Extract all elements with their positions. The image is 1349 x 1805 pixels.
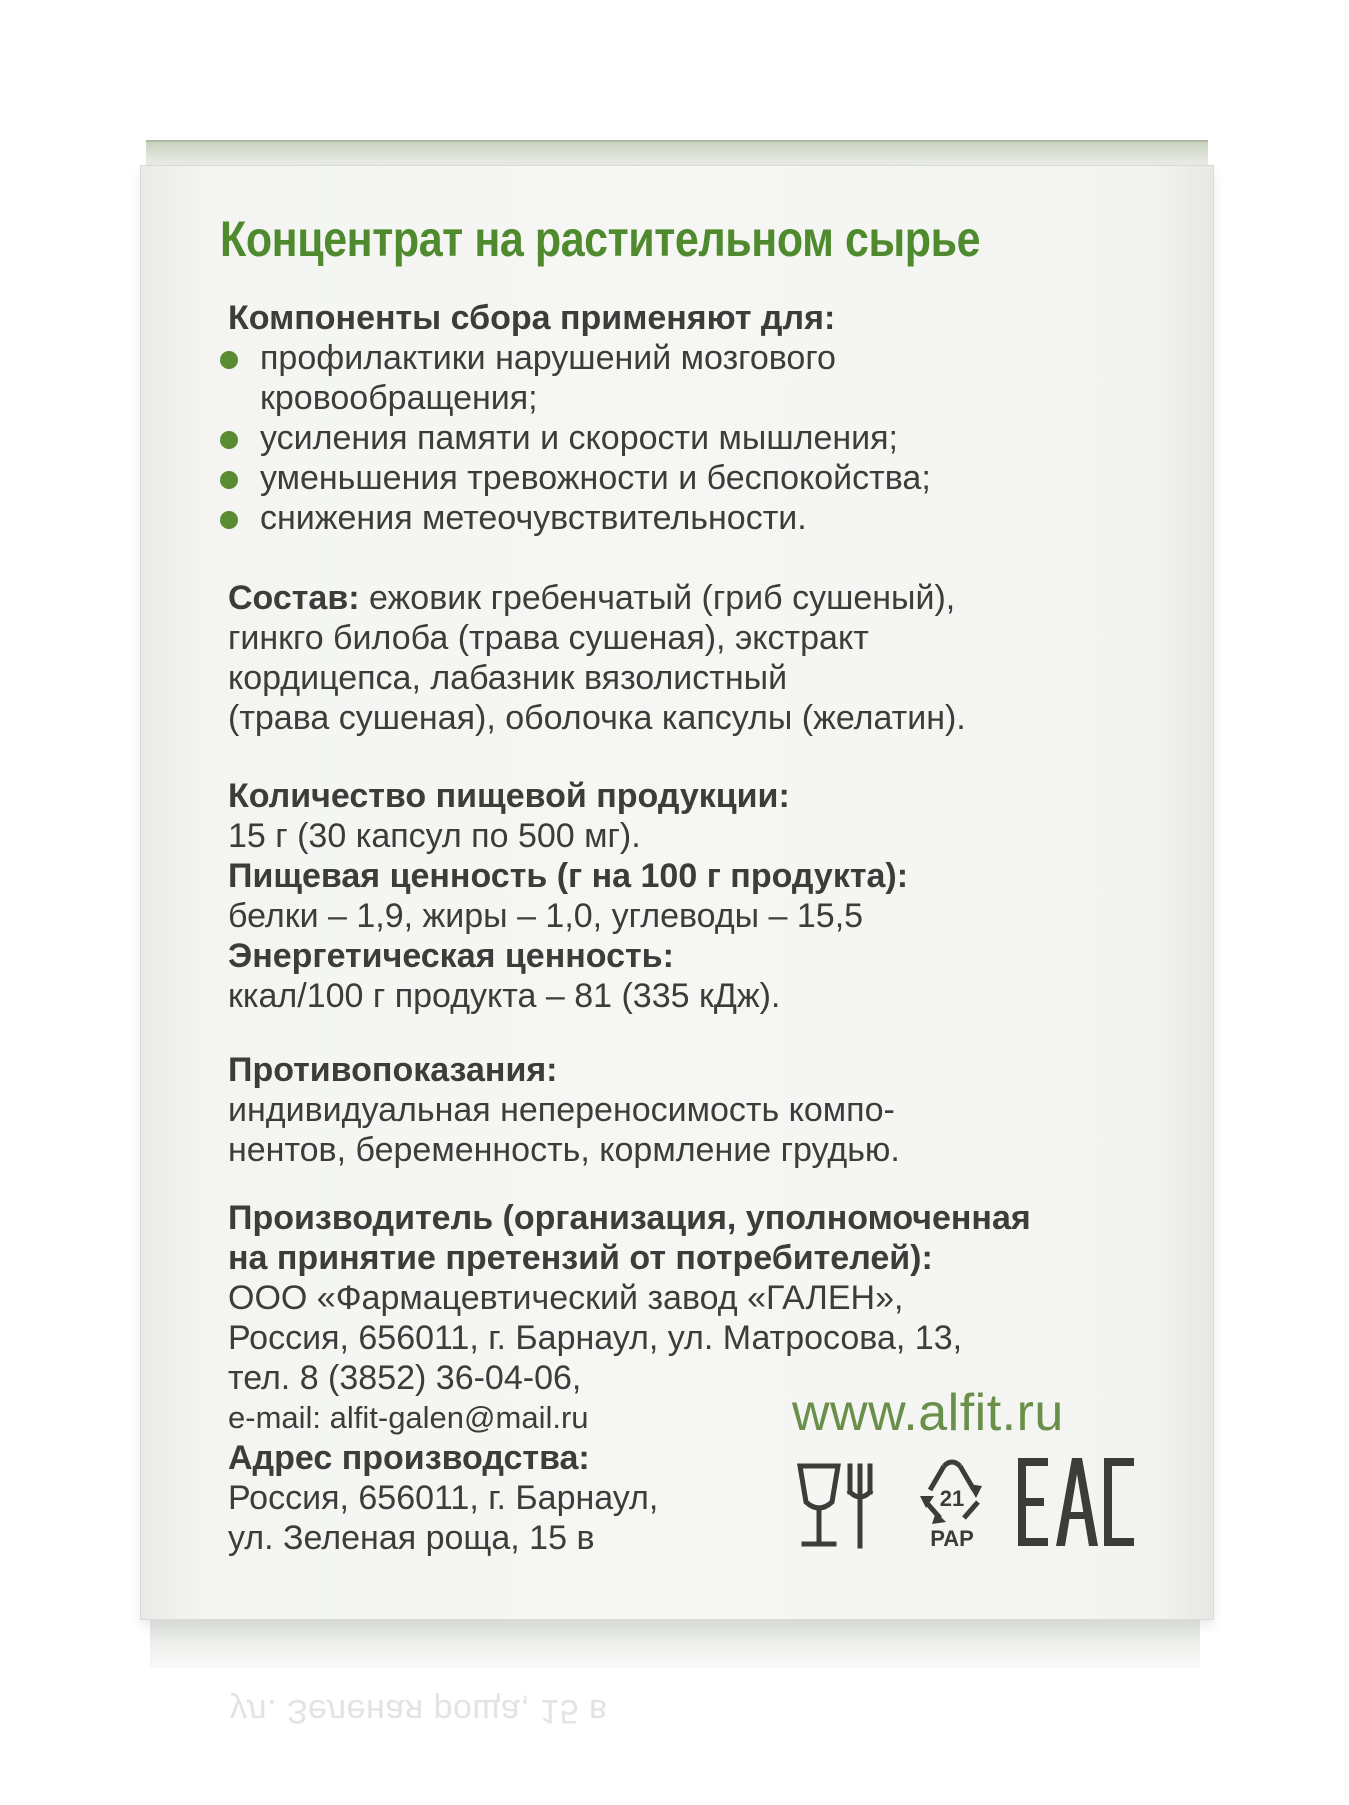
box-bottom-edge — [150, 1620, 1200, 1668]
nutrition-section — [228, 776, 908, 1016]
manufacturer-line: тел. 8 (3852) 36-04-06, — [228, 1359, 582, 1397]
quantity-value: 15 г (30 капсул по 500 мг). — [228, 817, 641, 855]
composition-label: Состав: — [228, 579, 360, 617]
production-address-line: Россия, 656011, г. Барнаул, — [228, 1479, 659, 1517]
composition-line — [228, 578, 966, 618]
food-contact-icon — [794, 1462, 876, 1550]
list-item — [220, 338, 931, 418]
manufacturer-line: Россия, 656011, г. Барнаул, ул. Матросова, 13, — [228, 1319, 963, 1357]
manufacturer-email: e-mail: alfit-galen@mail.ru — [228, 1400, 589, 1435]
composition-line: (трава сушеная), оболочка капсулы (желатин). — [228, 699, 966, 737]
contraindications-section — [228, 1050, 900, 1170]
indications-section — [228, 298, 939, 538]
product-title: Концентрат на растительном сырье — [220, 211, 981, 267]
website-url: www.alfit.ru — [792, 1384, 1064, 1442]
list-item-line: профилактики нарушений мозгового — [260, 339, 836, 377]
manufacturer-line: ООО «Фармацевтический завод «ГАЛЕН», — [228, 1279, 904, 1317]
nutrition-value-label: Пищевая ценность (г на 100 г продукта): — [228, 857, 909, 895]
composition-line: гинкго билоба (трава сушеная), экстракт — [228, 619, 869, 657]
list-item — [220, 418, 931, 458]
production-address-label: Адрес производства: — [228, 1439, 590, 1477]
bullet-icon — [220, 351, 238, 369]
bullet-icon — [220, 471, 238, 489]
list-item-line: кровообращения; — [260, 379, 538, 417]
manufacturer-label: на принятие претензий от потребителей): — [228, 1239, 933, 1277]
recycle-number: 21 — [939, 1486, 965, 1511]
list-item-line: снижения метеочувствительности. — [260, 499, 807, 537]
manufacturer-label: Производитель (организация, уполномоченная — [228, 1199, 1031, 1237]
composition-line: кордицепса, лабазник вязолистный — [228, 659, 788, 697]
composition-section — [228, 578, 966, 738]
energy-label: Энергетическая ценность: — [228, 937, 674, 975]
eac-mark-icon — [1016, 1456, 1138, 1550]
list-item — [220, 498, 931, 538]
surface-reflection: ул. Зеленая роща, 15 в — [230, 1692, 608, 1730]
indications-heading: Компоненты сбора применяют для: — [228, 299, 836, 337]
indications-list — [228, 338, 939, 538]
contraindications-label: Противопоказания: — [228, 1051, 558, 1089]
recycle-icon — [906, 1456, 998, 1552]
nutrition-value-text: белки – 1,9, жиры – 1,0, углеводы – 15,5 — [228, 897, 864, 935]
bullet-icon — [220, 431, 238, 449]
energy-value: ккал/100 г продукта – 81 (335 кДж). — [228, 977, 781, 1015]
recycle-code: PAP — [930, 1526, 974, 1551]
eac-text: EAC — [1016, 1456, 1019, 1457]
quantity-label: Количество пищевой продукции: — [228, 777, 790, 815]
list-item — [220, 458, 931, 498]
contraindications-line: нентов, беременность, кормление грудью. — [228, 1131, 900, 1169]
contraindications-line: индивидуальная непереносимость компо- — [228, 1091, 895, 1129]
production-address-line: ул. Зеленая роща, 15 в — [228, 1519, 595, 1557]
list-item-line: уменьшения тревожности и беспокойства; — [260, 459, 931, 497]
list-item-line: усиления памяти и скорости мышления; — [260, 419, 898, 457]
composition-text: ежовик гребенчатый (гриб сушеный), — [359, 579, 956, 617]
bullet-icon — [220, 511, 238, 529]
